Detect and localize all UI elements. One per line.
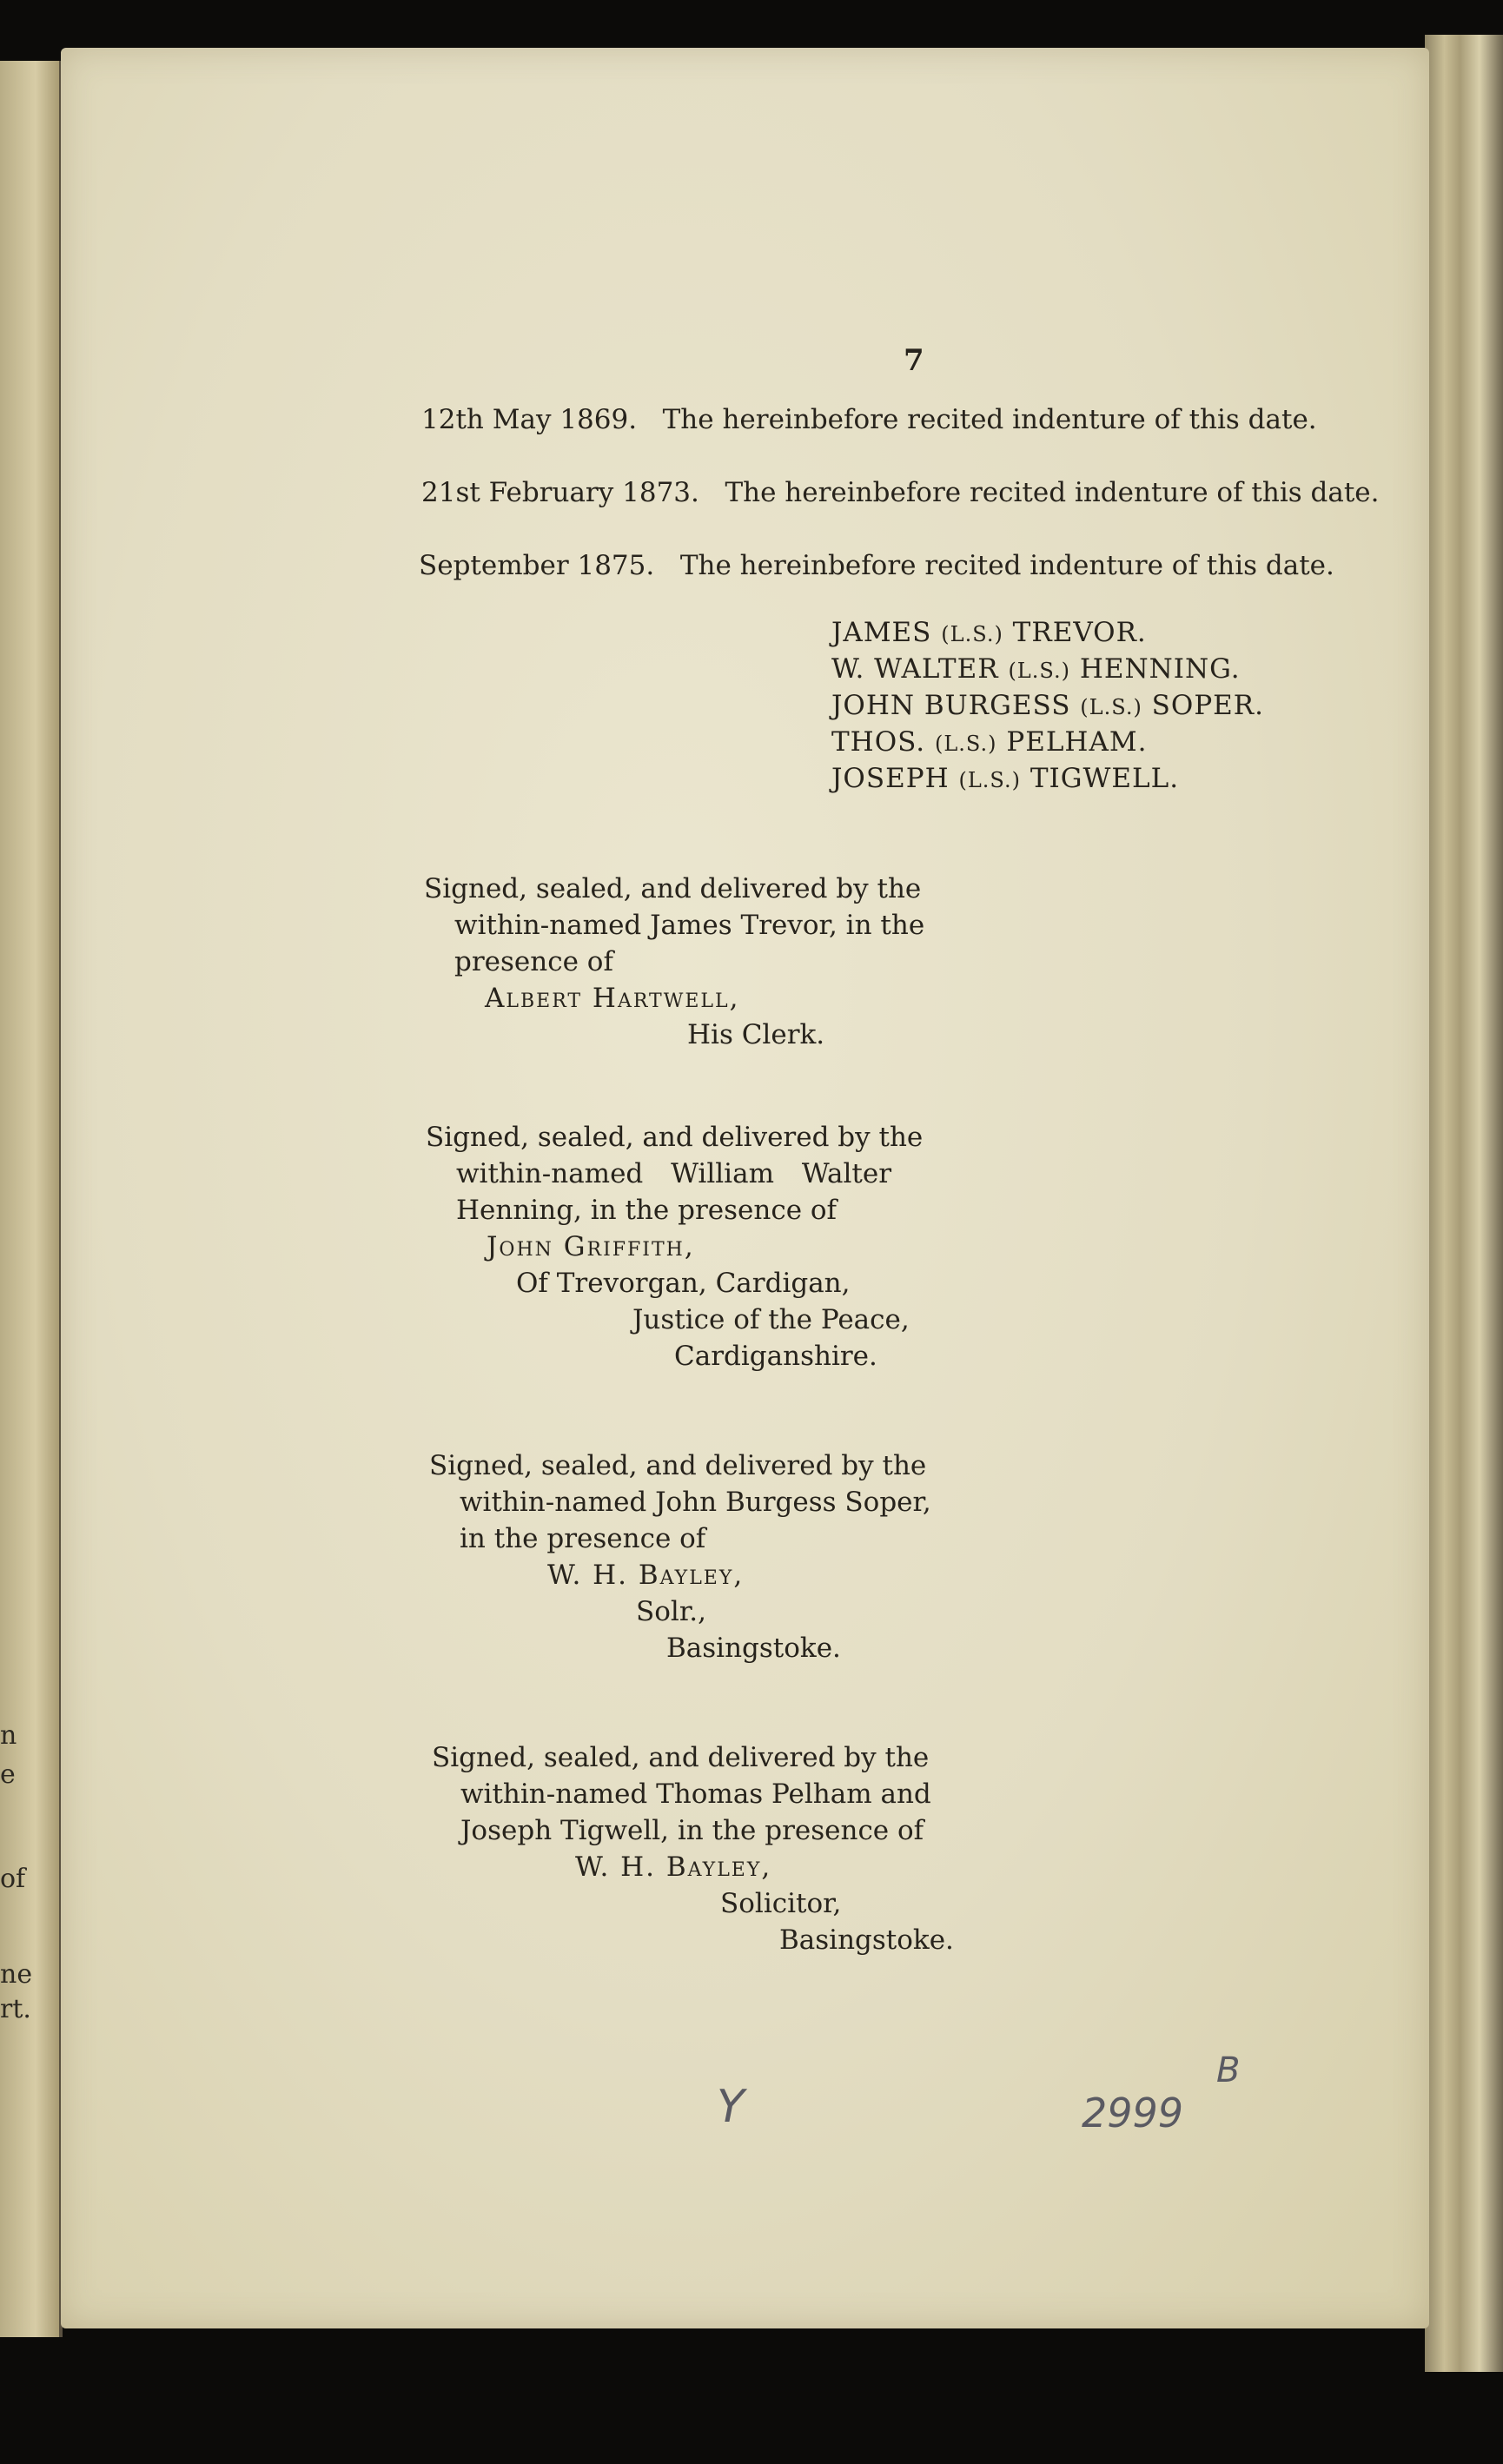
stacked-page-edges	[1425, 35, 1503, 2372]
signatory-surname: TIGWELL.	[1030, 763, 1180, 794]
witness-name: Albert Hartwell,	[485, 983, 740, 1014]
attestation-line: Signed, sealed, and delivered by the	[426, 1122, 924, 1153]
signatory-line	[831, 653, 1241, 685]
attestation-line: Signed, sealed, and delivered by the	[432, 1742, 930, 1773]
attestation-line: within-named William Walter	[456, 1158, 892, 1189]
attestation-line: within-named Thomas Pelham and	[460, 1778, 931, 1810]
signatory-line	[831, 726, 1147, 758]
recital-date: 12th May 1869.	[421, 404, 638, 435]
witness-name: John Griffith,	[487, 1231, 695, 1262]
signatory-surname: TREVOR.	[1012, 617, 1147, 648]
witness-name: W. H. Bayley,	[547, 1560, 745, 1591]
left-page-fragment: e	[0, 1759, 16, 1790]
handwritten-mark: Y	[717, 2081, 745, 2133]
attestation-line: Henning, in the presence of	[456, 1195, 838, 1226]
attestation-line: in the presence of	[460, 1523, 706, 1554]
signatory-line	[831, 617, 1147, 648]
attestation-line: Joseph Tigwell, in the presence of	[460, 1815, 924, 1846]
witness-detail: His Clerk.	[687, 1019, 825, 1050]
attestation-line: Signed, sealed, and delivered by the	[429, 1450, 927, 1481]
signatory-first-name: THOS.	[831, 726, 926, 758]
witness-detail: Of Trevorgan, Cardigan,	[516, 1268, 851, 1299]
seal-mark: (L.S.)	[958, 768, 1021, 792]
signatory-surname: PELHAM.	[1006, 726, 1148, 758]
seal-mark: (L.S.)	[1008, 659, 1070, 683]
recital-text: The hereinbefore recited indenture of this date.	[662, 404, 1317, 435]
left-page-fragment: of	[0, 1864, 26, 1894]
seal-mark: (L.S.)	[934, 732, 997, 756]
witness-name: W. H. Bayley,	[575, 1851, 772, 1883]
recital-row	[419, 550, 1334, 581]
witness-detail: Basingstoke.	[666, 1633, 841, 1664]
witness-detail: Basingstoke.	[779, 1924, 954, 1956]
signatory-first-name: JOHN BURGESS	[831, 690, 1071, 721]
signatory-first-name: W. WALTER	[831, 653, 999, 685]
signatory-line	[831, 690, 1264, 721]
witness-detail: Solr.,	[636, 1596, 706, 1627]
recital-text: The hereinbefore recited indenture of this date.	[725, 477, 1380, 508]
recital-row	[421, 477, 1379, 508]
left-page-fragment: n	[0, 1720, 17, 1751]
left-page-fragment: ne	[0, 1959, 33, 1990]
attestation-line: within-named John Burgess Soper,	[460, 1487, 931, 1518]
recital-date: 21st February 1873.	[421, 477, 699, 508]
handwritten-catalogue-number: 2999	[1082, 2090, 1184, 2136]
recital-date: September 1875.	[419, 550, 655, 581]
signatory-line	[831, 763, 1179, 794]
seal-mark: (L.S.)	[941, 622, 1003, 646]
left-page-edge	[0, 61, 63, 2337]
recital-row	[421, 404, 1317, 435]
recital-text: The hereinbefore recited indenture of this date.	[679, 550, 1334, 581]
attestation-line: within-named James Trevor, in the	[454, 910, 925, 941]
witness-detail: Justice of the Peace,	[632, 1304, 910, 1335]
signatory-surname: SOPER.	[1151, 690, 1265, 721]
document-page	[61, 48, 1429, 2328]
left-page-fragment: rt.	[0, 1994, 31, 2024]
attestation-line: presence of	[454, 946, 613, 977]
witness-detail: Cardiganshire.	[674, 1341, 877, 1372]
page-number: 7	[904, 343, 924, 378]
signatory-first-name: JOSEPH	[831, 763, 950, 794]
seal-mark: (L.S.)	[1080, 695, 1142, 719]
signatory-surname: HENNING.	[1079, 653, 1241, 685]
witness-detail: Solicitor,	[720, 1888, 842, 1919]
signatory-first-name: JAMES	[831, 617, 932, 648]
handwritten-catalogue-suffix: B	[1216, 2050, 1241, 2090]
attestation-line: Signed, sealed, and delivered by the	[424, 873, 922, 904]
